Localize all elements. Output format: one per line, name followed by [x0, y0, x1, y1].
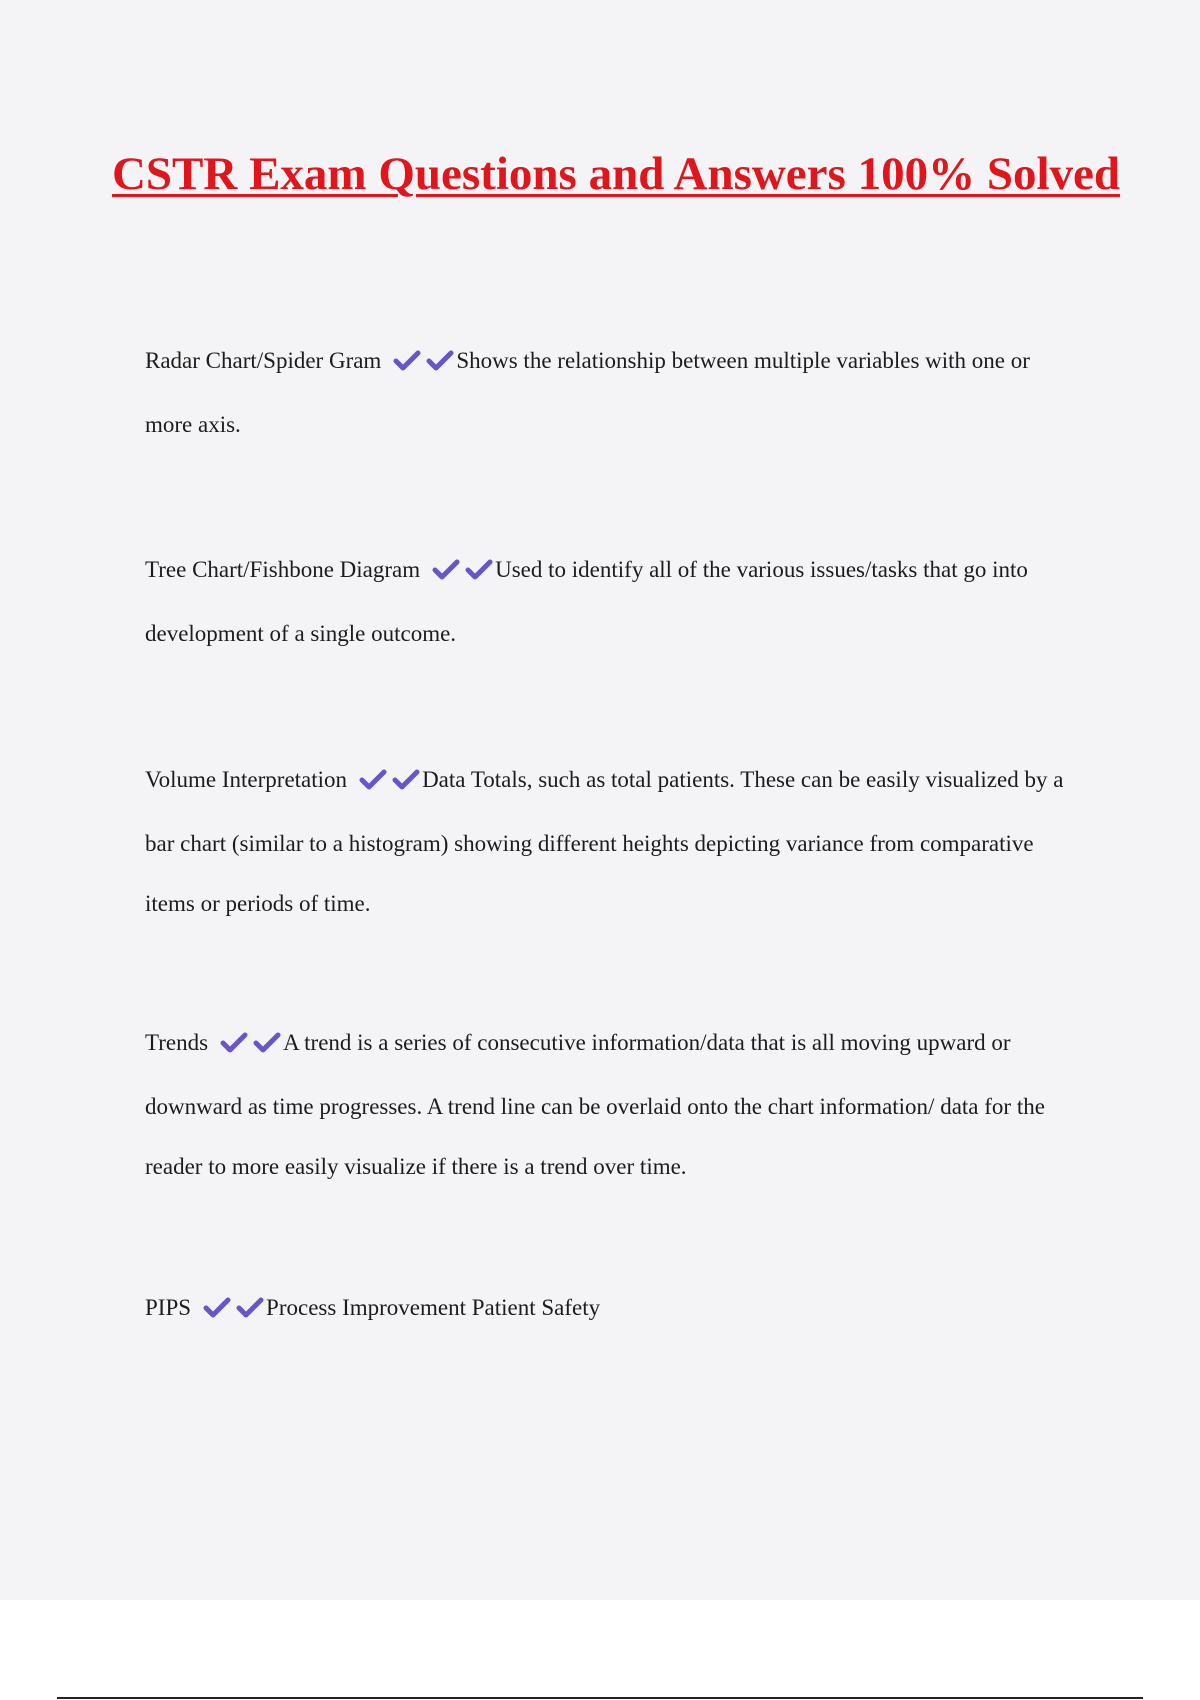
double-check-icon — [393, 335, 454, 395]
qa-answer: Shows the relationship between multiple variables with one or more axis. — [145, 348, 1030, 437]
qa-answer: Process Improvement Patient Safety — [266, 1295, 601, 1320]
document-title: CSTR Exam Questions and Answers 100% Solved — [111, 148, 1121, 200]
qa-term: Tree Chart/Fishbone Diagram — [145, 557, 421, 582]
qa-term: Volume Interpretation — [145, 767, 348, 792]
qa-answer: A trend is a series of consecutive information/data that is all moving upward or downward as time progresses. A trend line can be overlaid onto the chart information/ data for the reader to more easily visualize if there is a trend over time. — [145, 1030, 1045, 1179]
footer-divider — [57, 1697, 1143, 1699]
qa-item-pips — [145, 1278, 1080, 1342]
qa-item-radar-chart — [145, 331, 1080, 455]
qa-item-trends — [145, 1013, 1080, 1197]
double-check-icon — [220, 1017, 281, 1077]
qa-term: Trends — [145, 1030, 209, 1055]
qa-item-tree-chart — [145, 540, 1080, 664]
double-check-icon — [203, 1282, 264, 1342]
qa-term: PIPS — [145, 1295, 192, 1320]
double-check-icon — [359, 754, 420, 814]
qa-answer: Used to identify all of the various issues/tasks that go into development of a single outcome. — [145, 557, 1028, 646]
double-check-icon — [432, 544, 493, 604]
qa-answer: Data Totals, such as total patients. These can be easily visualized by a bar chart (similar to a histogram) showing different heights depicting variance from comparative items or periods of time. — [145, 767, 1064, 916]
qa-item-volume-interpretation — [145, 750, 1080, 934]
page-footer — [0, 1600, 1200, 1700]
qa-term: Radar Chart/Spider Gram — [145, 348, 382, 373]
